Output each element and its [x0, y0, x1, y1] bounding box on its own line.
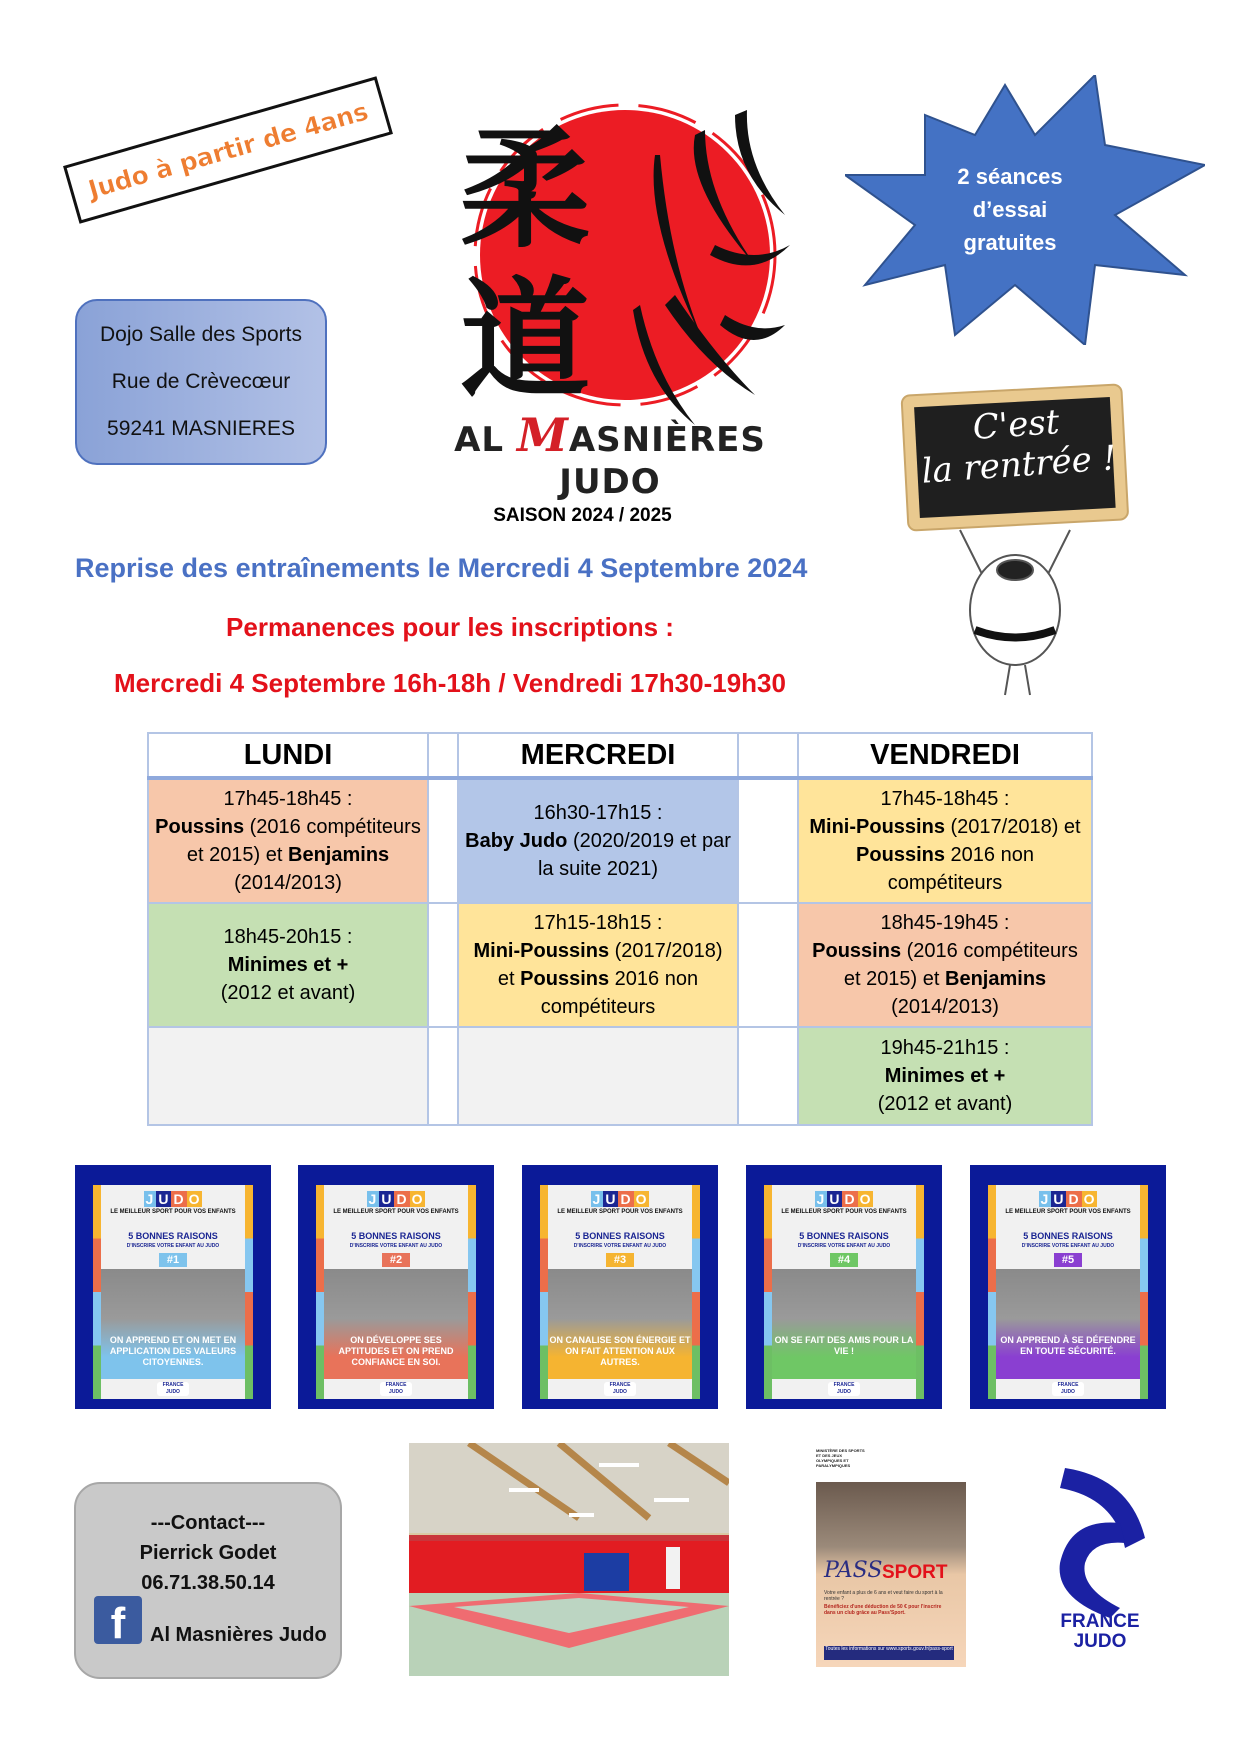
session-cell [458, 903, 738, 1027]
session-groups [803, 937, 1087, 1021]
address-line-city: 59241 MASNIERES [107, 417, 295, 441]
france-judo-badge: FRANCE JUDO [157, 1382, 189, 1396]
club-name-prefix: AL [454, 420, 505, 460]
facebook-page-link[interactable]: Al Masnières Judo [150, 1624, 327, 1646]
poster-subtitle: D'INSCRIRE VOTRE ENFANT AU JUDO [126, 1243, 220, 1249]
reason-number: #4 [830, 1253, 858, 1267]
contact-heading: ---Contact--- [150, 1512, 266, 1534]
reason-poster [522, 1165, 718, 1409]
session-cell [148, 1027, 428, 1125]
brand-letter: U [381, 1191, 393, 1207]
poster-tagline: LE MEILLEUR SPORT POUR VOS ENFANTS [1005, 1209, 1131, 1215]
group-detail: 2016 non compétiteurs [540, 968, 699, 1018]
brand-letter: O [411, 1191, 424, 1207]
group-detail: (2014/2013) [234, 872, 342, 894]
session-time: 17h45-18h45 : [880, 788, 1010, 810]
group-detail: (2014/2013) [891, 996, 999, 1018]
contact-phone[interactable]: 06.71.38.50.14 [141, 1572, 275, 1594]
brand-letter: U [158, 1191, 170, 1207]
pass-sport-footer: Toutes les informations sur www.sports.gouv.fr/pass-sport [824, 1646, 954, 1660]
group-name: Baby Judo [465, 830, 568, 852]
poster-title: 5 BONNES RAISONS [575, 1231, 665, 1241]
spacer-column [428, 733, 458, 778]
session-groups [463, 937, 733, 1021]
brand-letter: D [620, 1191, 632, 1207]
reason-poster [75, 1165, 271, 1409]
session-groups [153, 951, 423, 1007]
judo-brand [316, 1191, 476, 1207]
poster-card [764, 1185, 924, 1399]
session-time: 18h45-19h45 : [880, 912, 1010, 934]
free-trial-text [925, 160, 1095, 259]
registration-title: Permanences pour les inscriptions : [226, 612, 674, 642]
session-cell [798, 778, 1092, 903]
facebook-icon[interactable]: f [94, 1596, 142, 1644]
registration-dates: Mercredi 4 Septembre 16h-18h / Vendredi 17h30-19h30 [114, 668, 786, 698]
brand-letter: U [1053, 1191, 1065, 1207]
brand-letter: O [859, 1191, 872, 1207]
france-judo-line2: JUDO [1073, 1631, 1127, 1652]
spacer-cell [428, 903, 458, 1027]
session-cell [798, 903, 1092, 1027]
judo-brand [540, 1191, 700, 1207]
session-time: 16h30-17h15 : [533, 802, 663, 824]
chalkboard-line2: la rentrée ! [920, 438, 1118, 492]
day-header-lundi: LUNDI [148, 733, 428, 778]
brand-letter: J [1040, 1191, 1050, 1207]
reason-number: #3 [606, 1253, 634, 1267]
spacer-cell [738, 903, 798, 1027]
judo-brand [764, 1191, 924, 1207]
brand-letter: D [1068, 1191, 1080, 1207]
spacer-cell [428, 778, 458, 903]
judoka-mascot-icon [960, 530, 1070, 695]
france-judo-badge: FRANCE JUDO [1052, 1382, 1084, 1396]
free-trial-line3: gratuites [963, 230, 1057, 255]
group-name: Minimes et + [884, 1065, 1006, 1087]
session-time: 17h15-18h15 : [533, 912, 663, 934]
reason-number: #2 [382, 1253, 410, 1267]
group-detail: (2020/2019 et par la suite 2021) [537, 830, 731, 880]
spacer-cell [738, 778, 798, 903]
group-detail: 2016 non compétiteurs [887, 844, 1034, 894]
judo-brand [93, 1191, 253, 1207]
contact-box [74, 1482, 342, 1679]
group-name: Poussins [155, 816, 245, 838]
france-judo-wordmark [1040, 1612, 1160, 1652]
group-detail: (2012 et avant) [220, 982, 356, 1004]
contact-name: Pierrick Godet [139, 1542, 277, 1564]
session-cell [458, 1027, 738, 1125]
session-groups [803, 1062, 1087, 1118]
group-detail: (2016 compétiteurs et 2015) et [186, 816, 421, 866]
reason-poster [970, 1165, 1166, 1409]
poster-photo [772, 1269, 916, 1379]
free-trial-line2: d’essai [972, 197, 1048, 222]
group-detail: (2017/2018) et [497, 940, 723, 990]
table-row [148, 903, 1092, 1027]
brand-letter: D [173, 1191, 185, 1207]
poster-subtitle: D'INSCRIRE VOTRE ENFANT AU JUDO [1021, 1243, 1115, 1249]
group-detail: (2012 et avant) [877, 1093, 1013, 1115]
session-cell [798, 1027, 1092, 1125]
brand-letter: O [635, 1191, 648, 1207]
reason-slogan: ON APPREND ET ON MET EN APPLICATION DES VALEURS CITOYENNES. [109, 1335, 237, 1367]
session-groups [803, 813, 1087, 897]
poster-tagline: LE MEILLEUR SPORT POUR VOS ENFANTS [110, 1209, 236, 1215]
brand-letter: U [605, 1191, 617, 1207]
poster-subtitle: D'INSCRIRE VOTRE ENFANT AU JUDO [797, 1243, 891, 1249]
pass-sport-brand-sport: SPORT [882, 1562, 948, 1583]
day-header-vendredi: VENDREDI [798, 733, 1092, 778]
group-name: Poussins [856, 844, 945, 866]
training-schedule-table [147, 732, 1093, 1126]
poster-photo [996, 1269, 1140, 1379]
brand-letter: D [844, 1191, 856, 1207]
ministry-label: MINISTÈRE DES SPORTS ET DES JEUX OLYMPIQUES ET PARALYMPIQUES [816, 1448, 865, 1468]
spacer-column [738, 733, 798, 778]
poster-tagline: LE MEILLEUR SPORT POUR VOS ENFANTS [333, 1209, 459, 1215]
group-name: Mini-Poussins [473, 940, 610, 962]
chalkboard-text [912, 398, 1122, 492]
reason-slogan: ON SE FAIT DES AMIS POUR LA VIE ! [774, 1335, 914, 1356]
reason-poster [746, 1165, 942, 1409]
address-box [75, 299, 327, 465]
reason-slogan: ON DÉVELOPPE SES APTITUDES ET ON PREND CONFIANCE EN SOI. [338, 1335, 454, 1367]
poster-title: 5 BONNES RAISONS [1023, 1231, 1113, 1241]
table-header-row [148, 733, 1092, 778]
brand-letter: O [188, 1191, 201, 1207]
club-name-suffix: JUDO [559, 462, 661, 502]
reason-slogan: ON CANALISE SON ÉNERGIE ET ON FAIT ATTENTION AUX AUTRES. [549, 1335, 691, 1367]
reason-number: #1 [159, 1253, 187, 1267]
france-judo-badge: FRANCE JUDO [380, 1382, 412, 1396]
group-name: Poussins [520, 968, 610, 990]
poster-title: 5 BONNES RAISONS [128, 1231, 218, 1241]
spacer-cell [428, 1027, 458, 1125]
reason-poster [298, 1165, 494, 1409]
group-name: Poussins [812, 940, 902, 962]
table-row [148, 1027, 1092, 1125]
poster-card [988, 1185, 1148, 1399]
reason-slogan: ON APPREND À SE DÉFENDRE EN TOUTE SÉCURITÉ. [1000, 1335, 1136, 1356]
group-detail: (2016 compétiteurs et 2015) et [843, 940, 1078, 990]
group-name: Benjamins [945, 968, 1047, 990]
session-cell [148, 778, 428, 903]
pass-sport-body: Votre enfant a plus de 6 ans et veut faire du sport à la rentrée ? [824, 1590, 943, 1602]
brand-letter: J [592, 1191, 602, 1207]
address-line-street: Rue de Crèvecœur [111, 369, 291, 393]
poster-card [316, 1185, 476, 1399]
resumption-heading: Reprise des entraînements le Mercredi 4 Septembre 2024 [75, 553, 808, 583]
club-name [415, 408, 805, 502]
france-judo-badge: FRANCE JUDO [604, 1382, 636, 1396]
judo-brand [988, 1191, 1148, 1207]
dojo-photo [409, 1443, 729, 1676]
pass-sport-highlight: Bénéficiez d'une déduction de 50 € pour l'inscrire dans un club grâce au Pass'Sport. [824, 1604, 942, 1616]
club-name-m: M [516, 408, 569, 462]
age-tagline: Judo à partir de 4ans [84, 96, 372, 204]
group-name: Minimes et + [227, 954, 349, 976]
session-time: 18h45-20h15 : [223, 926, 353, 948]
france-judo-badge: FRANCE JUDO [828, 1382, 860, 1396]
poster-subtitle: D'INSCRIRE VOTRE ENFANT AU JUDO [349, 1243, 443, 1249]
chalkboard-line1: C'est [971, 402, 1061, 449]
brand-letter: J [816, 1191, 826, 1207]
kanji-do: 道 [460, 264, 591, 416]
poster-tagline: LE MEILLEUR SPORT POUR VOS ENFANTS [781, 1209, 907, 1215]
brand-letter: D [396, 1191, 408, 1207]
club-name-town: ASNIÈRES [568, 420, 766, 460]
poster-title: 5 BONNES RAISONS [799, 1231, 889, 1241]
poster-tagline: LE MEILLEUR SPORT POUR VOS ENFANTS [557, 1209, 683, 1215]
group-name: Benjamins [288, 844, 390, 866]
session-groups [153, 813, 423, 897]
pass-sport-brand-pass: PASS [824, 1558, 883, 1583]
session-time: 19h45-21h15 : [880, 1037, 1010, 1059]
table-row [148, 778, 1092, 903]
address-line-venue: Dojo Salle des Sports [100, 322, 302, 346]
group-name: Mini-Poussins [809, 816, 945, 838]
age-tagline-stamp [63, 76, 393, 224]
free-trial-line1: 2 séances [957, 164, 1063, 189]
session-cell [458, 778, 738, 903]
judoka-cutout-icon [666, 1547, 680, 1589]
session-cell [148, 903, 428, 1027]
poster-card [93, 1185, 253, 1399]
season-label: SAISON 2024 / 2025 [493, 505, 672, 526]
kanji-ju: 柔 [460, 114, 591, 266]
brand-letter: U [829, 1191, 841, 1207]
session-groups [463, 827, 733, 883]
session-time: 17h45-18h45 : [223, 788, 353, 810]
day-header-mercredi: MERCREDI [458, 733, 738, 778]
group-detail: (2017/2018) et [944, 816, 1081, 838]
spacer-cell [738, 1027, 798, 1125]
france-judo-line1: FRANCE [1060, 1611, 1140, 1632]
brand-letter: J [368, 1191, 378, 1207]
reason-number: #5 [1054, 1253, 1082, 1267]
poster-subtitle: D'INSCRIRE VOTRE ENFANT AU JUDO [573, 1243, 667, 1249]
poster-title: 5 BONNES RAISONS [351, 1231, 441, 1241]
pass-sport-flyer [810, 1446, 970, 1671]
brand-letter: O [1083, 1191, 1096, 1207]
poster-card [540, 1185, 700, 1399]
brand-letter: J [145, 1191, 155, 1207]
